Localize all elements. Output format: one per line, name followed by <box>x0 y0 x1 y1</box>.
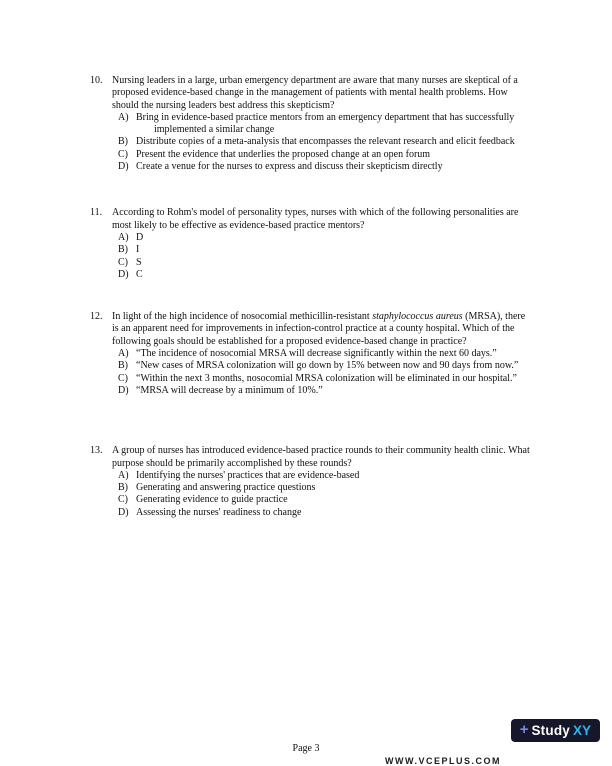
options-list <box>118 112 532 173</box>
answer-option <box>118 244 532 256</box>
option-text: Create a venue for the nurses to express and discuss their skepticism directly <box>136 161 443 173</box>
option-letter: D) <box>118 384 129 396</box>
option-letter: D) <box>118 506 129 518</box>
option-text: “MRSA will decrease by a minimum of 10%.” <box>136 384 323 396</box>
answer-option <box>118 136 532 148</box>
option-text: Identifying the nurses' practices that are evidence-based <box>136 469 360 481</box>
option-text: Distribute copies of a meta-analysis that encompasses the relevant research and elicit feedback <box>136 136 515 148</box>
option-letter: B) <box>118 244 128 256</box>
answer-option <box>118 482 532 494</box>
option-text: “The incidence of nosocomial MRSA will decrease significantly within the next 60 days.” <box>136 348 497 360</box>
answer-option <box>118 385 532 397</box>
question-block-12 <box>90 311 532 397</box>
options-list <box>118 232 532 281</box>
option-letter: B) <box>118 482 128 494</box>
option-letter: C) <box>118 256 128 268</box>
option-text: Generating evidence to guide practice <box>136 494 288 506</box>
logo-text-xy: XY <box>572 723 591 738</box>
question-number: 12. <box>90 311 103 323</box>
question-stem: A group of nurses has introduced evidence-based practice rounds to their community health clinic. What purpose should be primarily accomplished by these rounds? <box>112 445 530 469</box>
option-letter: C) <box>118 148 128 160</box>
option-text: Assessing the nurses' readiness to change <box>136 506 302 518</box>
plus-icon: + <box>519 721 529 738</box>
option-letter: A) <box>118 231 129 243</box>
option-text: Generating and answering practice questions <box>136 482 316 494</box>
question-stem <box>112 311 532 348</box>
option-text: Bring in evidence-based practice mentors from an emergency department that has successfully implemented a similar change <box>136 111 515 136</box>
option-text: “Within the next 3 months, nosocomial MRSA colonization will be eliminated in our hospital.” <box>136 372 517 384</box>
option-text: I <box>136 244 140 256</box>
question-block-10 <box>90 75 532 173</box>
option-letter: A) <box>118 111 129 123</box>
option-text: Present the evidence that underlies the proposed change at an open forum <box>136 148 431 160</box>
question-block-13 <box>90 445 532 519</box>
answer-option <box>118 161 532 173</box>
answer-option <box>118 269 532 281</box>
option-text: “New cases of MRSA colonization will go down by 15% between now and 90 days from now.” <box>136 360 519 372</box>
option-letter: B) <box>118 136 128 148</box>
question-number: 10. <box>90 75 103 86</box>
stem-text: (MRSA), there is an apparent need for improvements in infection-control practice at a county hospital. Which of the following goals should be established for a proposed evidence-based change in practice? <box>112 311 526 347</box>
stem-text: In light of the high incidence of nosocomial methicillin-resistant <box>112 311 373 323</box>
stem-italic-term: staphylococcus aureus <box>372 311 463 323</box>
option-text: S <box>136 256 142 268</box>
answer-option <box>118 348 532 360</box>
answer-option <box>118 494 532 506</box>
option-letter: C) <box>118 494 128 506</box>
logo-text-study: Study <box>531 723 570 738</box>
question-stem: Nursing leaders in a large, urban emergency department are aware that many nurses are skeptical of a proposed evidence-based change in the management of patients with mental health problems. How should the nursing leaders best address this skepticism? <box>112 75 518 111</box>
studyxy-logo <box>511 719 600 742</box>
question-list <box>90 75 532 519</box>
options-list <box>118 348 532 397</box>
option-letter: D) <box>118 161 129 173</box>
option-letter: A) <box>118 469 129 481</box>
answer-option <box>118 257 532 269</box>
option-text: D <box>136 231 144 243</box>
option-letter: D) <box>118 268 129 280</box>
question-number: 13. <box>90 445 103 457</box>
page-number: Page 3 <box>292 743 320 754</box>
answer-option <box>118 149 532 161</box>
question-stem: According to Rohm's model of personality types, nurses with which of the following personalities are most likely to be effective as evidence-based practice mentors? <box>112 207 519 231</box>
answer-option <box>118 507 532 519</box>
answer-option <box>118 112 532 137</box>
question-number: 11. <box>90 207 103 219</box>
question-block-11 <box>90 207 532 281</box>
answer-option <box>118 360 532 372</box>
option-letter: A) <box>118 348 129 360</box>
answer-option <box>118 470 532 482</box>
option-text: C <box>136 268 143 280</box>
option-letter: B) <box>118 360 128 372</box>
option-letter: C) <box>118 372 128 384</box>
answer-option <box>118 232 532 244</box>
answer-option <box>118 373 532 385</box>
watermark-url: WWW.VCEPLUS.COM <box>385 756 501 766</box>
options-list <box>118 470 532 519</box>
